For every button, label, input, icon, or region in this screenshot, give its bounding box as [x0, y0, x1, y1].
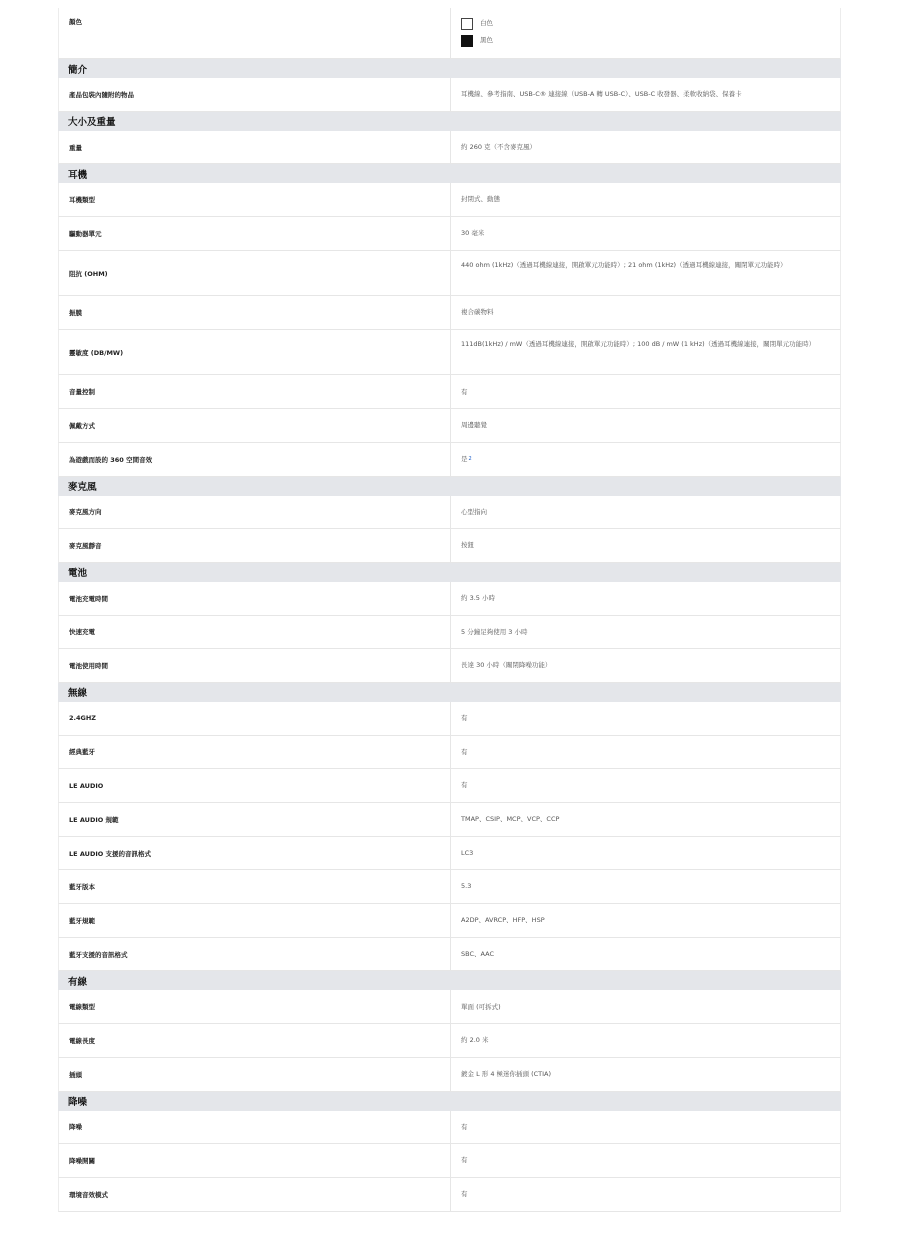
spec-value-cell: [451, 131, 840, 164]
section-header: 簡介: [58, 59, 841, 78]
colour-options: [451, 8, 840, 58]
spec-value-cell: [451, 702, 840, 735]
spec-value: LC3: [461, 848, 474, 857]
spec-value: 按鈕: [461, 541, 474, 550]
spec-row-colour: [58, 8, 841, 59]
spec-value-cell: [451, 1111, 840, 1144]
spec-label: 為遊戲而設的 360 空間音效: [59, 443, 451, 476]
spec-value-cell: [451, 78, 840, 111]
spec-label: 藍牙規範: [59, 904, 451, 937]
spec-row: [58, 409, 841, 443]
spec-value: 約 3.5 小時: [461, 593, 495, 602]
spec-value: 心型指向: [461, 507, 487, 516]
footnote-link[interactable]: 2: [468, 455, 472, 462]
spec-value: 鍍金 L 形 4 極迷你插頭 (CTIA): [461, 1069, 552, 1078]
spec-value-cell: [451, 183, 840, 216]
colour-option-white[interactable]: [461, 16, 493, 31]
spec-label: 電池使用時間: [59, 649, 451, 682]
spec-label: 重量: [59, 131, 451, 164]
spec-label: 電池充電時間: [59, 582, 451, 615]
spec-label: 驅動器單元: [59, 217, 451, 250]
spec-value: A2DP、AVRCP、HFP、HSP: [461, 916, 545, 925]
spec-label: LE AUDIO 規範: [59, 803, 451, 836]
spec-value: 長達 30 小時（關閉降噪功能）: [461, 661, 552, 670]
spec-value: 耳機線、參考指南、USB-C® 連接線（USB-A 轉 USB-C）、USB-C 收發器、柔軟收納袋、保養卡: [461, 90, 742, 99]
spec-label: 音量控制: [59, 375, 451, 408]
spec-row: [58, 582, 841, 616]
white-swatch-icon[interactable]: [461, 18, 473, 30]
spec-label: LE AUDIO: [59, 769, 451, 802]
spec-value: 約 260 克（不含麥克風）: [461, 142, 537, 151]
spec-row: [58, 702, 841, 736]
spec-row: [58, 736, 841, 770]
spec-value-cell: [451, 990, 840, 1023]
spec-row: [58, 870, 841, 904]
spec-value: 是: [461, 454, 468, 463]
section-header: 耳機: [58, 164, 841, 183]
spec-label: 降噪開關: [59, 1144, 451, 1177]
spec-value: 30 毫米: [461, 229, 485, 238]
spec-label: 耳機類型: [59, 183, 451, 216]
spec-row: [58, 803, 841, 837]
spec-row: [58, 131, 841, 165]
spec-row: [58, 251, 841, 297]
spec-row: [58, 1111, 841, 1145]
spec-label: 快速充電: [59, 616, 451, 649]
spec-label: 2.4GHZ: [59, 702, 451, 735]
spec-row: [58, 649, 841, 683]
spec-row: [58, 904, 841, 938]
section-header: 大小及重量: [58, 112, 841, 131]
spec-label: 藍牙支援的音訊格式: [59, 938, 451, 971]
colour-option-label: 黑色: [480, 36, 493, 45]
spec-value: 周邊聽覺: [461, 421, 487, 430]
spec-row: [58, 183, 841, 217]
spec-label: 靈敏度 (DB/MW): [59, 330, 451, 375]
spec-value: 有: [461, 387, 468, 396]
spec-value: 440 ohm (1kHz)（透過耳機線連接，開啟單元功能時）; 21 ohm (1kHz)（透過耳機線連接，關閉單元功能時）: [461, 260, 787, 269]
black-swatch-icon[interactable]: [461, 35, 473, 47]
spec-value: 有: [461, 714, 468, 723]
spec-row: [58, 837, 841, 871]
spec-label: LE AUDIO 支援的音訊格式: [59, 837, 451, 870]
spec-label: 麥克風方向: [59, 496, 451, 529]
spec-row: [58, 938, 841, 972]
spec-row: [58, 443, 841, 477]
spec-value-cell: [451, 616, 840, 649]
spec-value-cell: [451, 904, 840, 937]
spec-row: [58, 616, 841, 650]
spec-value: 有: [461, 1189, 468, 1198]
section-header: 無線: [58, 683, 841, 702]
spec-row: [58, 330, 841, 376]
spec-row: [58, 78, 841, 112]
spec-label: 麥克風靜音: [59, 529, 451, 562]
spec-value: TMAP、CSIP、MCP、VCP、CCP: [461, 815, 560, 824]
spec-value: 5.3: [461, 882, 472, 891]
spec-value: 有: [461, 781, 468, 790]
spec-row: [58, 496, 841, 530]
spec-row: [58, 769, 841, 803]
spec-value: 有: [461, 1122, 468, 1131]
spec-value: 約 2.0 米: [461, 1036, 489, 1045]
spec-row: [58, 375, 841, 409]
spec-label: 電線長度: [59, 1024, 451, 1057]
spec-value: 單面 (可拆式): [461, 1002, 501, 1011]
spec-row: [58, 296, 841, 330]
spec-label: 藍牙版本: [59, 870, 451, 903]
spec-row: [58, 1024, 841, 1058]
spec-value-cell: [451, 769, 840, 802]
spec-value-cell: [451, 251, 840, 296]
spec-value-cell: [451, 1178, 840, 1211]
spec-value: 有: [461, 1156, 468, 1165]
spec-row: [58, 1144, 841, 1178]
spec-row: [58, 217, 841, 251]
spec-value-cell: [451, 296, 840, 329]
spec-row: [58, 1058, 841, 1092]
spec-value: SBC、AAC: [461, 949, 495, 958]
spec-value: 111dB(1kHz) / mW（透過耳機線連接，開啟單元功能時）; 100 dB / mW (1 kHz)（透過耳機線連接，關閉單元功能時）: [461, 339, 816, 348]
spec-value-cell: [451, 330, 840, 375]
section-header: 有線: [58, 971, 841, 990]
spec-label: 經典藍牙: [59, 736, 451, 769]
spec-sections: [58, 59, 841, 1212]
spec-value-cell: [451, 803, 840, 836]
spec-value: 有: [461, 747, 468, 756]
spec-label: 產品包裝內隨附的物品: [59, 78, 451, 111]
colour-option-label: 白色: [480, 19, 493, 28]
colour-option-black[interactable]: [461, 33, 493, 48]
spec-value-cell: [451, 1024, 840, 1057]
spec-value: 5 分鐘足夠使用 3 小時: [461, 627, 528, 636]
spec-row: [58, 529, 841, 563]
spec-label: 插頭: [59, 1058, 451, 1091]
spec-label: 佩戴方式: [59, 409, 451, 442]
spec-value-cell: [451, 736, 840, 769]
spec-value: 封閉式、動態: [461, 195, 500, 204]
spec-value-cell: [451, 217, 840, 250]
spec-value-cell: [451, 938, 840, 971]
spec-value-cell: [451, 375, 840, 408]
spec-value-cell: [451, 649, 840, 682]
spec-value-cell: [451, 529, 840, 562]
spec-value-cell: [451, 837, 840, 870]
section-header: 麥克風: [58, 477, 841, 496]
spec-row: [58, 1178, 841, 1212]
spec-value-cell: [451, 582, 840, 615]
spec-label: 環境音效模式: [59, 1178, 451, 1211]
spec-label: 電線類型: [59, 990, 451, 1023]
spec-value: 複合碳物料: [461, 308, 494, 317]
spec-label: 振膜: [59, 296, 451, 329]
spec-label: 顏色: [59, 8, 451, 58]
section-header: 降噪: [58, 1092, 841, 1111]
spec-label: 降噪: [59, 1111, 451, 1144]
section-header: 電池: [58, 563, 841, 582]
spec-value-cell: [451, 870, 840, 903]
spec-value-cell: [451, 496, 840, 529]
spec-value-cell: [451, 1144, 840, 1177]
spec-row: [58, 990, 841, 1024]
spec-value-cell: [451, 409, 840, 442]
spec-value-cell: [451, 443, 840, 476]
spec-value-cell: [451, 1058, 840, 1091]
spec-label: 阻抗 (OHM): [59, 251, 451, 296]
spec-table: [58, 8, 841, 1212]
